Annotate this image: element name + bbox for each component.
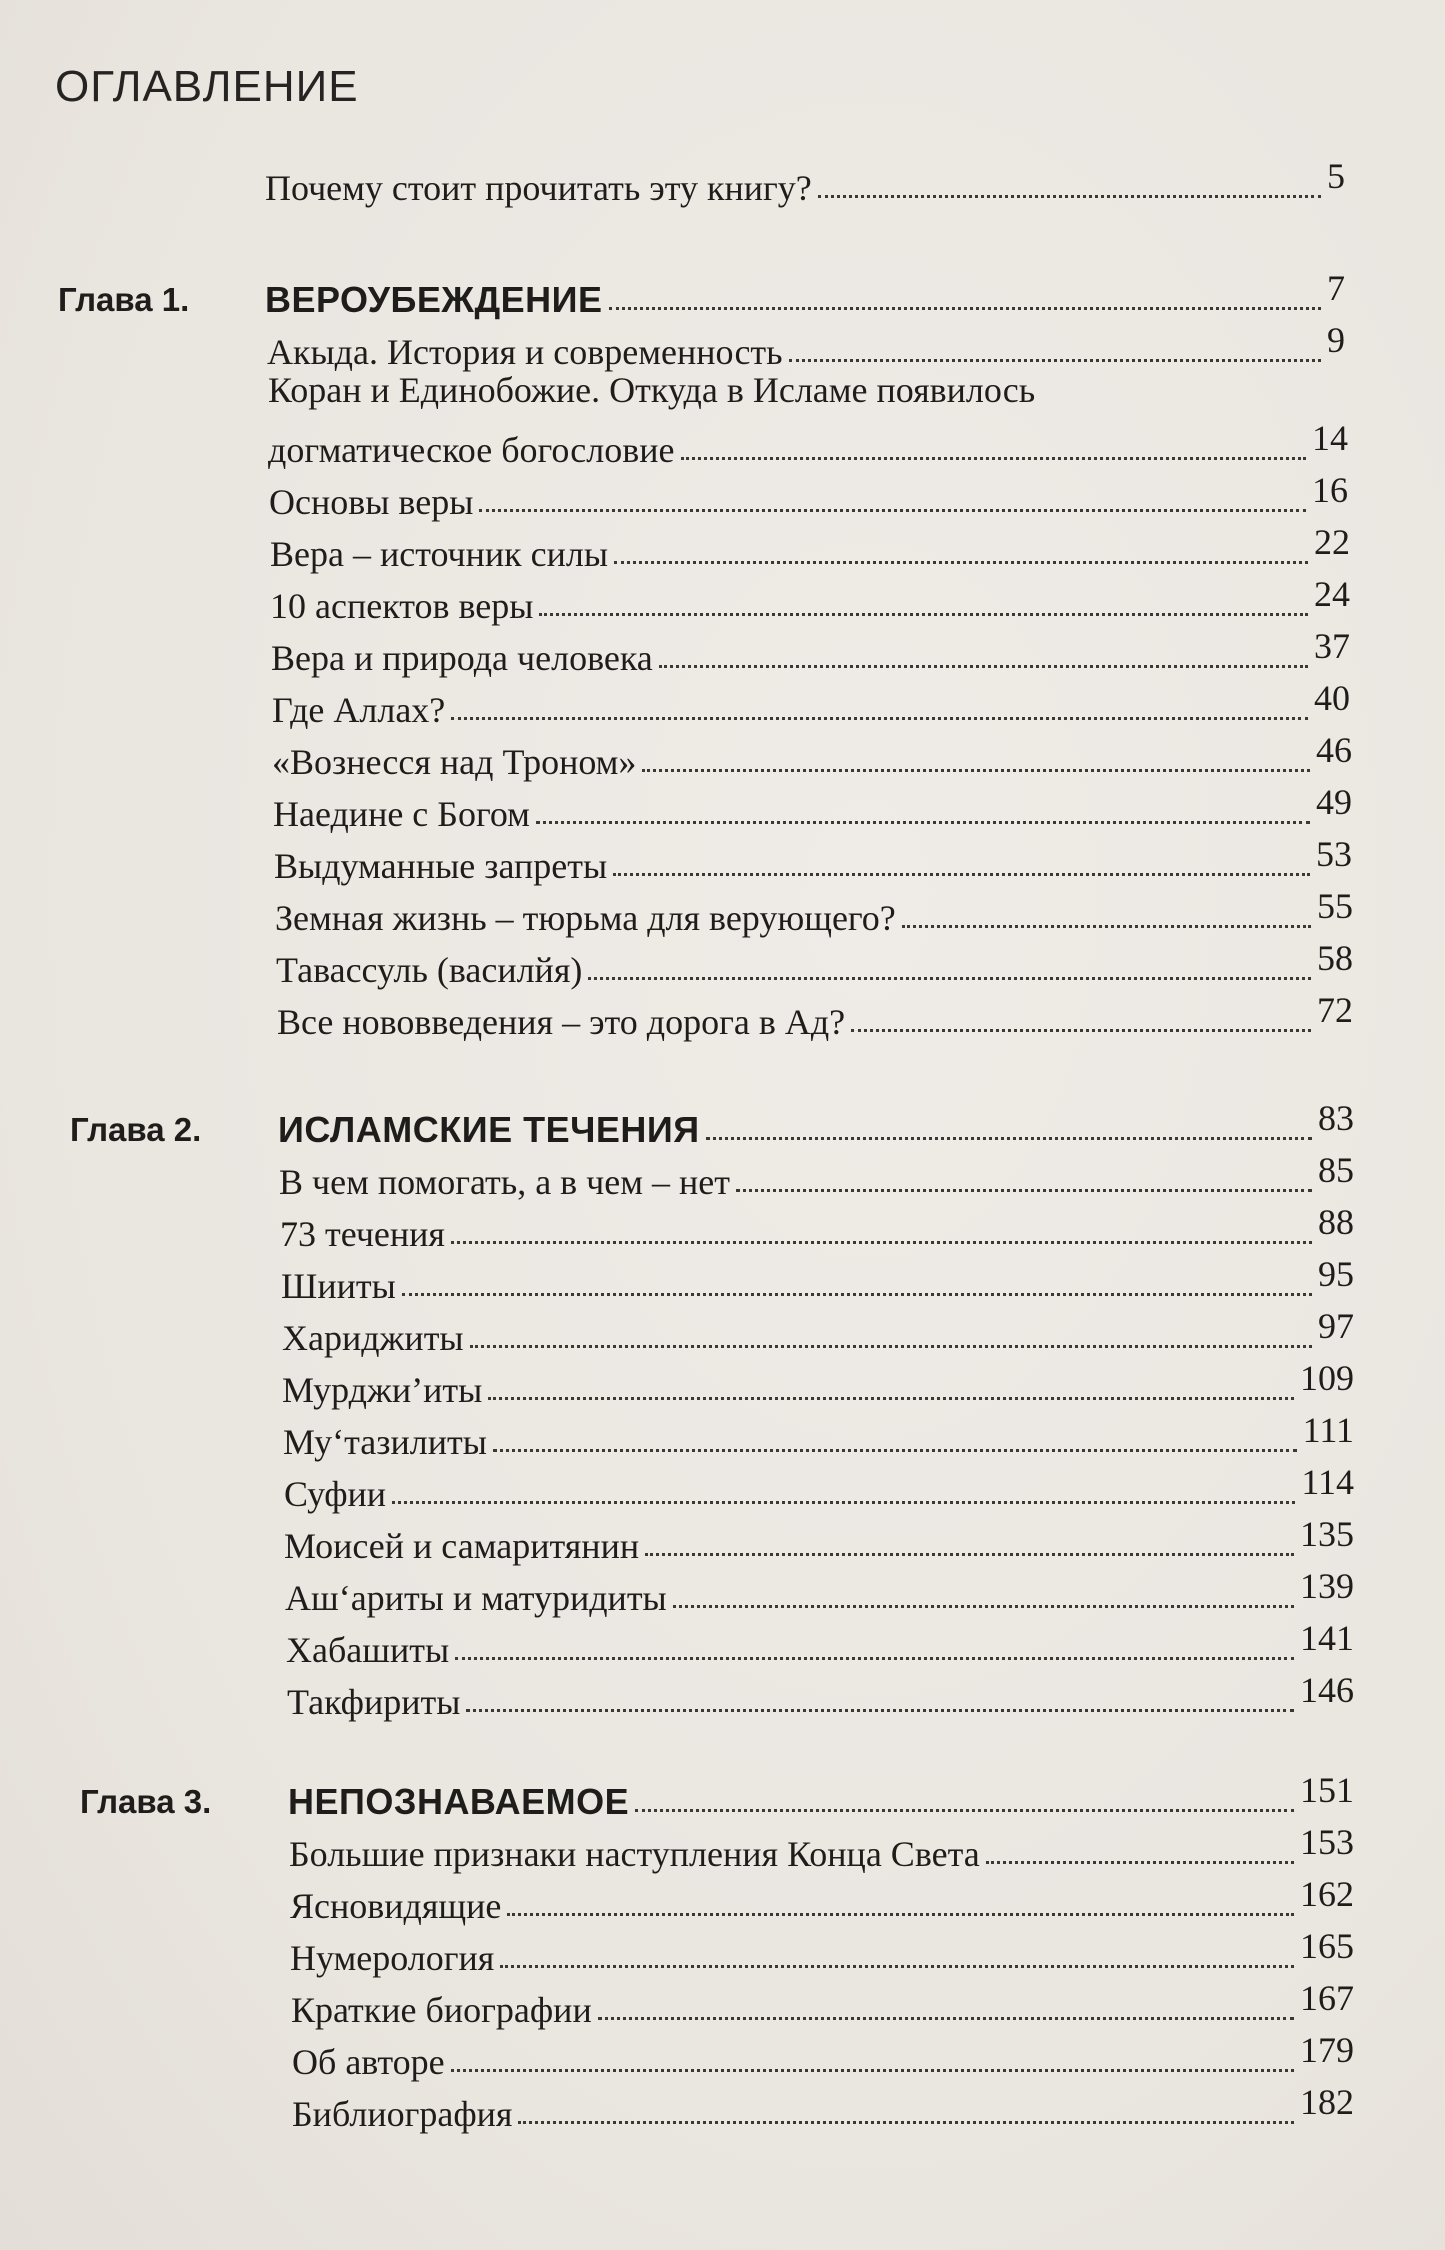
toc-entry-text: Му‘тазилиты xyxy=(283,1422,487,1462)
toc-entry[interactable] xyxy=(270,576,1350,628)
dot-leader xyxy=(402,1293,1312,1296)
toc-entry[interactable] xyxy=(291,1980,1354,2032)
chapter-label: Глава 1. xyxy=(58,281,190,318)
toc-page-number: 182 xyxy=(1300,2082,1354,2122)
toc-page-number: 109 xyxy=(1300,1358,1354,1398)
toc-page-number: 167 xyxy=(1300,1978,1354,2018)
toc-page-number: 146 xyxy=(1300,1670,1354,1710)
dot-leader xyxy=(588,977,1311,980)
toc-entry-text: Мурджи’иты xyxy=(282,1370,483,1410)
dot-leader xyxy=(736,1189,1312,1192)
toc-entry[interactable] xyxy=(282,1308,1354,1360)
toc-entry-text: Суфии xyxy=(284,1474,387,1514)
toc-page-number: 53 xyxy=(1316,834,1352,874)
dot-leader xyxy=(500,1965,1294,1968)
toc-entry[interactable] xyxy=(279,1152,1354,1204)
dot-leader xyxy=(536,821,1310,824)
toc-page-number: 24 xyxy=(1314,574,1350,614)
dot-leader xyxy=(645,1553,1294,1556)
toc-page-number: 83 xyxy=(1318,1098,1354,1138)
dot-leader xyxy=(659,665,1308,668)
dot-leader xyxy=(986,1861,1294,1864)
toc-entry-text: Наедине с Богом xyxy=(273,794,530,834)
dot-leader xyxy=(470,1345,1312,1348)
dot-leader xyxy=(613,873,1310,876)
toc-entry[interactable] xyxy=(285,1568,1354,1620)
toc-entry-text: Выдуманные запреты xyxy=(274,846,608,886)
dot-leader xyxy=(614,561,1308,564)
toc-entry-text: Такфириты xyxy=(287,1682,461,1722)
chapter-title: ИСЛАМСКИЕ ТЕЧЕНИЯ xyxy=(278,1109,700,1150)
toc-entry[interactable] xyxy=(290,1928,1354,1980)
dot-leader xyxy=(851,1029,1311,1032)
dot-leader xyxy=(706,1137,1312,1140)
dot-leader xyxy=(455,1657,1294,1660)
toc-entry-text: Аш‘ариты и матуридиты xyxy=(285,1578,667,1618)
toc-entry-text: Шииты xyxy=(281,1266,396,1306)
toc-entry-text: Краткие биографии xyxy=(291,1990,592,2030)
toc-entry[interactable] xyxy=(281,1256,1354,1308)
dot-leader xyxy=(673,1605,1294,1608)
toc-chapter-heading[interactable] xyxy=(278,1100,1354,1152)
toc-entry-text: Акыда. История и современность xyxy=(267,332,783,372)
toc-entry-text: догматическое богословие xyxy=(268,430,675,470)
toc-entry[interactable] xyxy=(292,2032,1354,2084)
toc-entry-text-line1: Коран и Единобожие. Откуда в Исламе появилось xyxy=(268,370,1036,410)
toc-entry-text: Тавассуль (василйя) xyxy=(276,950,583,990)
toc-entry-intro[interactable] xyxy=(265,158,1345,210)
toc-page-number: 14 xyxy=(1312,418,1348,458)
toc-page-number: 141 xyxy=(1300,1618,1354,1658)
toc-entry[interactable] xyxy=(277,992,1353,1044)
toc-entry[interactable] xyxy=(287,1672,1354,1724)
toc-entry-text: Почему стоит прочитать эту книгу? xyxy=(265,168,812,208)
toc-chapter-heading[interactable] xyxy=(265,270,1345,322)
toc-entry-text: Большие признаки наступления Конца Света xyxy=(289,1834,980,1874)
toc-page-number: 5 xyxy=(1327,156,1345,196)
toc-entry[interactable] xyxy=(273,784,1352,836)
toc-entry-text: Вера – источник силы xyxy=(270,534,609,574)
dot-leader xyxy=(466,1709,1294,1712)
toc-page-number: 40 xyxy=(1314,678,1350,718)
page-title: ОГЛАВЛЕНИЕ xyxy=(55,62,359,111)
dot-leader xyxy=(818,195,1321,198)
toc-page-number: 114 xyxy=(1301,1462,1354,1502)
toc-page-number: 37 xyxy=(1314,626,1350,666)
toc-entry[interactable] xyxy=(284,1464,1354,1516)
toc-entry[interactable] xyxy=(283,1412,1354,1464)
toc-page-number: 16 xyxy=(1312,470,1348,510)
dot-leader xyxy=(609,307,1321,310)
dot-leader xyxy=(518,2121,1294,2124)
toc-entry[interactable] xyxy=(289,1824,1354,1876)
dot-leader xyxy=(451,2069,1294,2072)
toc-entry[interactable] xyxy=(268,420,1348,472)
dot-leader xyxy=(479,509,1306,512)
toc-page-number: 153 xyxy=(1300,1822,1354,1862)
toc-entry-text: Нумерология xyxy=(290,1938,495,1978)
toc-page-number: 97 xyxy=(1318,1306,1354,1346)
toc-entry-text: Хабашиты xyxy=(286,1630,450,1670)
toc-page-number: 85 xyxy=(1318,1150,1354,1190)
toc-page-number: 58 xyxy=(1317,938,1353,978)
toc-chapter-heading[interactable] xyxy=(288,1772,1354,1824)
toc-page-number: 162 xyxy=(1300,1874,1354,1914)
dot-leader xyxy=(681,457,1307,460)
toc-page-number: 72 xyxy=(1317,990,1353,1030)
toc-entry[interactable] xyxy=(272,732,1352,784)
chapter-title: НЕПОЗНАВАЕМОЕ xyxy=(288,1781,630,1822)
dot-leader xyxy=(635,1809,1294,1812)
toc-entry-text: Хариджиты xyxy=(282,1318,464,1358)
toc-page-number: 22 xyxy=(1314,522,1350,562)
toc-page-number: 111 xyxy=(1302,1410,1354,1450)
toc-entry[interactable] xyxy=(292,2084,1354,2136)
dot-leader xyxy=(789,359,1321,362)
toc-entry-text: Библиография xyxy=(292,2094,513,2134)
toc-entry[interactable] xyxy=(275,888,1353,940)
toc-entry[interactable] xyxy=(269,472,1348,524)
toc-entry-text: Где Аллах? xyxy=(272,690,446,730)
dot-leader xyxy=(451,1241,1312,1244)
dot-leader xyxy=(539,613,1308,616)
dot-leader xyxy=(598,2017,1294,2020)
toc-page-number: 46 xyxy=(1316,730,1352,770)
toc-entry-text: Об авторе xyxy=(292,2042,445,2082)
toc-entry-text: Моисей и самаритянин xyxy=(284,1526,640,1566)
toc-page-number: 7 xyxy=(1327,268,1345,308)
toc-page-number: 95 xyxy=(1318,1254,1354,1294)
toc-page-number: 88 xyxy=(1318,1202,1354,1242)
toc-entry-text: Ясновидящие xyxy=(290,1886,502,1926)
toc-entry-text: В чем помогать, а в чем – нет xyxy=(279,1162,731,1202)
toc-entry-text: 73 течения xyxy=(280,1214,445,1254)
dot-leader xyxy=(642,769,1310,772)
dot-leader xyxy=(488,1397,1294,1400)
toc-entry[interactable] xyxy=(276,940,1353,992)
toc-page-number: 135 xyxy=(1300,1514,1354,1554)
toc-entry[interactable] xyxy=(274,836,1352,888)
toc-entry[interactable] xyxy=(282,1360,1354,1412)
toc-entry[interactable] xyxy=(272,680,1350,732)
toc-entry[interactable] xyxy=(284,1516,1354,1568)
toc-entry-text: «Вознесся над Троном» xyxy=(272,742,637,782)
toc-entry-text: Все нововведения – это дорога в Ад? xyxy=(277,1002,846,1042)
toc-page-number: 139 xyxy=(1300,1566,1354,1606)
toc-page-number: 179 xyxy=(1300,2030,1354,2070)
toc-entry[interactable] xyxy=(271,628,1350,680)
dot-leader xyxy=(902,925,1311,928)
toc-page-number: 165 xyxy=(1300,1926,1354,1966)
toc-page-number: 9 xyxy=(1327,320,1345,360)
dot-leader xyxy=(392,1501,1295,1504)
chapter-label: Глава 3. xyxy=(80,1783,212,1820)
chapter-title: ВЕРОУБЕЖДЕНИЕ xyxy=(265,279,603,320)
toc-entry-text: Вера и природа человека xyxy=(271,638,653,678)
dot-leader xyxy=(507,1913,1294,1916)
toc-entry[interactable] xyxy=(290,1876,1354,1928)
toc-page-number: 55 xyxy=(1317,886,1353,926)
toc-entry-text: Основы веры xyxy=(269,482,474,522)
toc-entry[interactable] xyxy=(286,1620,1354,1672)
toc-entry[interactable] xyxy=(280,1204,1354,1256)
toc-entry-text: 10 аспектов веры xyxy=(270,586,534,626)
toc-page-number: 151 xyxy=(1300,1770,1354,1810)
toc-entry[interactable] xyxy=(267,322,1345,374)
toc-entry[interactable] xyxy=(270,524,1350,576)
toc-page-number: 49 xyxy=(1316,782,1352,822)
dot-leader xyxy=(451,717,1308,720)
chapter-label: Глава 2. xyxy=(70,1111,202,1148)
toc-entry-text: Земная жизнь – тюрьма для верующего? xyxy=(275,898,896,938)
dot-leader xyxy=(493,1449,1297,1452)
